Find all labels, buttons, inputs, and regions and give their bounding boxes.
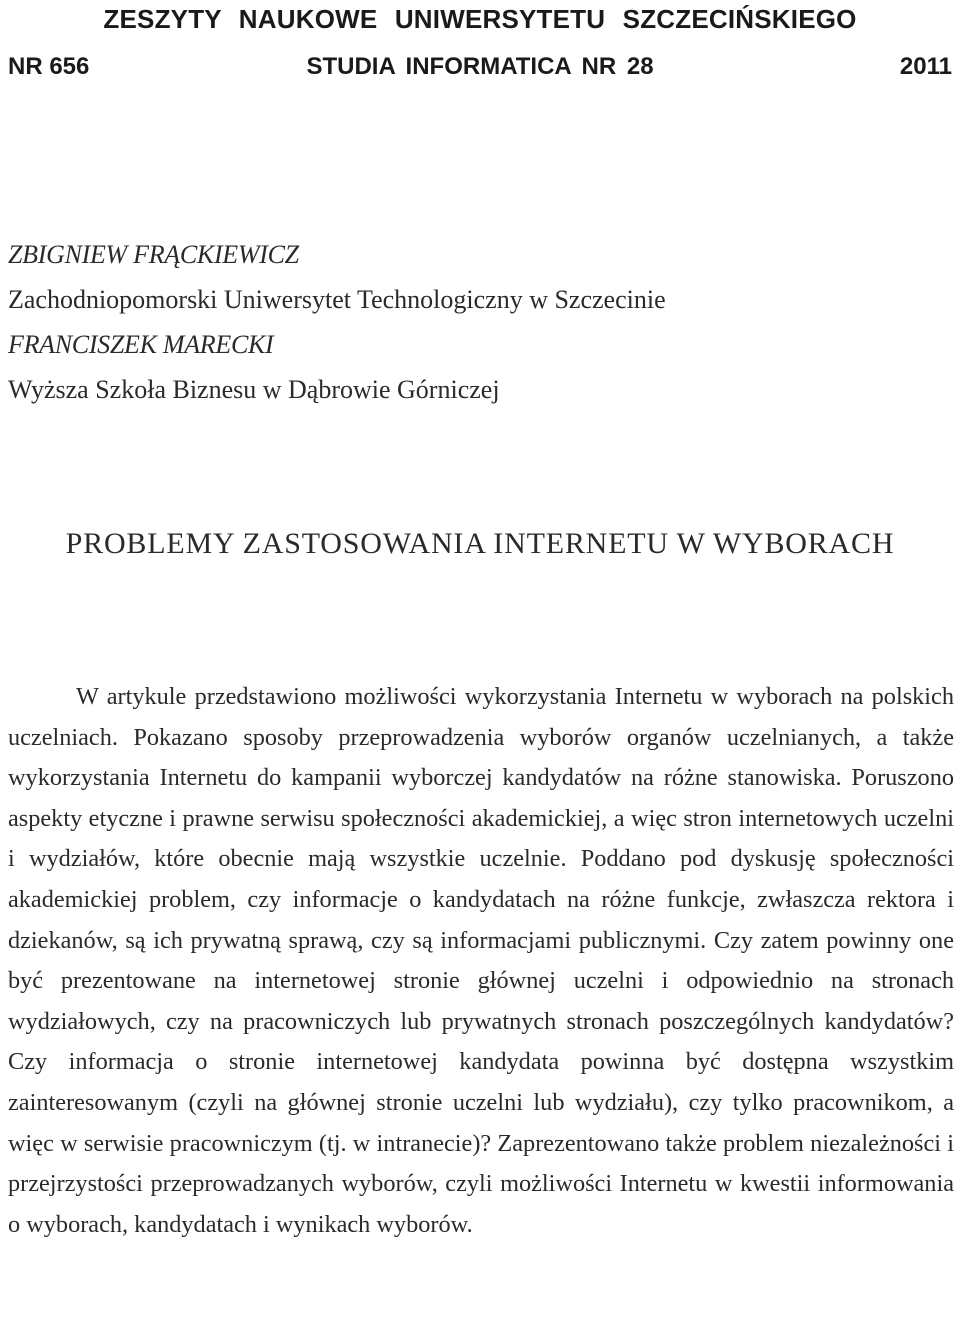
author-affiliation: Wyższa Szkoła Biznesu w Dąbrowie Górniczej — [8, 375, 500, 404]
publication-year: 2011 — [899, 53, 952, 80]
issue-line — [8, 50, 952, 84]
journal-title: ZESZYTY NAUKOWE UNIWERSYTETU SZCZECIŃSKIEGO — [103, 4, 857, 34]
series-name: STUDIA INFORMATICA NR 28 — [306, 53, 654, 80]
author-affiliation: Zachodniopomorski Uniwersytet Technologiczny w Szczecinie — [8, 285, 666, 314]
abstract-text: W artykule przedstawiono możliwości wykorzystania Internetu w wyborach na polskich uczelniach. Pokazano sposoby przeprowadzenia wyborów organów uczelnianych, a także wykorzystania Internetu do kampanii wyborczej kandydatów na różne stanowiska. Poruszono aspekty etyczne i prawne serwisu społeczności akademickiej, a więc stron internetowych uczelni i wydziałów, które obecnie mają wszystkie uczelnie. Poddano pod dyskusję społeczności akademickiej problem, czy informacje o kandydatach na różne funkcje, zwłaszcza rektora i dziekanów, są ich prywatną sprawą, czy są informacjami publicznymi. Czy zatem powinny one być prezentowane na internetowej stronie głównej uczelni i odpowiednio na stronach wydziałowych, czy na pracowniczych lub prywatnych stronach poszczególnych kandydatów? Czy informacja o stronie internetowej kandydata powinna być dostępna wszystkim zainteresowanym (czyli na głównej stronie uczelni lub wydziału), czy tylko pracownikom, a więc w serwisie pracowniczym (tj. w intranecie)? Zaprezentowano także problem niezależności i przejrzystości przeprowadzanych wyborów, czyli możliwości Internetu w kwestii informowania o wyborach, kandydatach i wynikach wyborów. — [8, 683, 954, 1238]
issue-number: NR 656 — [8, 53, 90, 80]
authors-block — [8, 232, 666, 412]
article-title: PROBLEMY ZASTOSOWANIA INTERNETU W WYBORACH — [65, 527, 895, 560]
author-name: ZBIGNIEW FRĄCKIEWICZ — [8, 240, 299, 269]
author-name: FRANCISZEK MARECKI — [8, 330, 274, 359]
